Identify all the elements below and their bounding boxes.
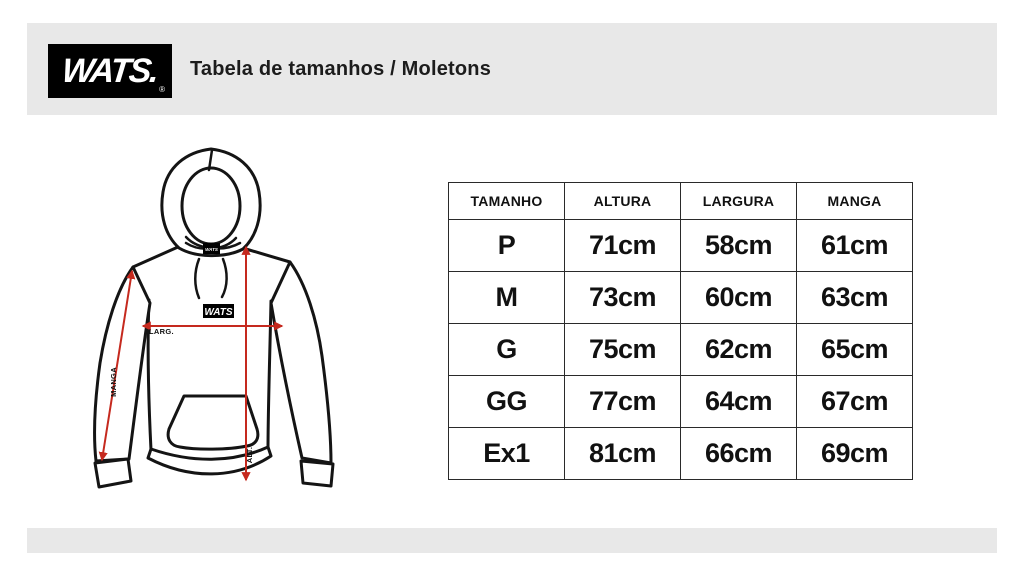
- cell-largura: 60cm: [681, 272, 797, 324]
- cell-manga: 69cm: [797, 428, 913, 480]
- left-cuff: [95, 459, 131, 487]
- size-table-header-row: [449, 183, 913, 220]
- cell-largura: 62cm: [681, 324, 797, 376]
- right-shoulder-seam: [246, 249, 290, 262]
- cell-tamanho: G: [449, 324, 565, 376]
- cell-tamanho: GG: [449, 376, 565, 428]
- hoodie-diagram: [60, 140, 380, 510]
- column-header-altura: ALTURA: [565, 183, 681, 220]
- hood-opening: [182, 168, 240, 244]
- column-header-largura: LARGURA: [681, 183, 797, 220]
- cell-altura: 77cm: [565, 376, 681, 428]
- sleeve-label: MANGA: [109, 367, 118, 397]
- wats-logo-text: WATS.: [60, 52, 160, 90]
- width-label: LARG.: [149, 327, 174, 336]
- cell-manga: 67cm: [797, 376, 913, 428]
- height-label: ALT.: [245, 446, 254, 464]
- column-header-tamanho: TAMANHO: [449, 183, 565, 220]
- registered-mark: ®: [159, 85, 165, 94]
- neck-tag-text: WATS: [205, 247, 218, 252]
- right-sleeve: [271, 262, 331, 463]
- cell-largura: 66cm: [681, 428, 797, 480]
- cell-largura: 58cm: [681, 220, 797, 272]
- cell-tamanho: M: [449, 272, 565, 324]
- cell-manga: 63cm: [797, 272, 913, 324]
- chest-logo-text: WATS: [204, 307, 233, 318]
- left-sleeve: [95, 267, 150, 461]
- left-shoulder-seam: [133, 247, 178, 267]
- kangaroo-pocket: [168, 396, 258, 449]
- cell-altura: 81cm: [565, 428, 681, 480]
- cell-altura: 75cm: [565, 324, 681, 376]
- cell-manga: 65cm: [797, 324, 913, 376]
- cell-tamanho: Ex1: [449, 428, 565, 480]
- size-table: [448, 182, 913, 480]
- cell-manga: 61cm: [797, 220, 913, 272]
- header-band: [27, 23, 997, 115]
- cell-largura: 64cm: [681, 376, 797, 428]
- size-row-m: [449, 272, 913, 324]
- footer-band: [27, 528, 997, 553]
- wats-logo: [48, 44, 172, 98]
- cell-altura: 73cm: [565, 272, 681, 324]
- column-header-manga: MANGA: [797, 183, 913, 220]
- page-title: Tabela de tamanhos / Moletons: [190, 57, 492, 80]
- cell-altura: 71cm: [565, 220, 681, 272]
- size-row-g: [449, 324, 913, 376]
- right-cuff: [301, 461, 333, 486]
- size-row-p: [449, 220, 913, 272]
- cell-tamanho: P: [449, 220, 565, 272]
- size-row-gg: [449, 376, 913, 428]
- size-row-ex1: [449, 428, 913, 480]
